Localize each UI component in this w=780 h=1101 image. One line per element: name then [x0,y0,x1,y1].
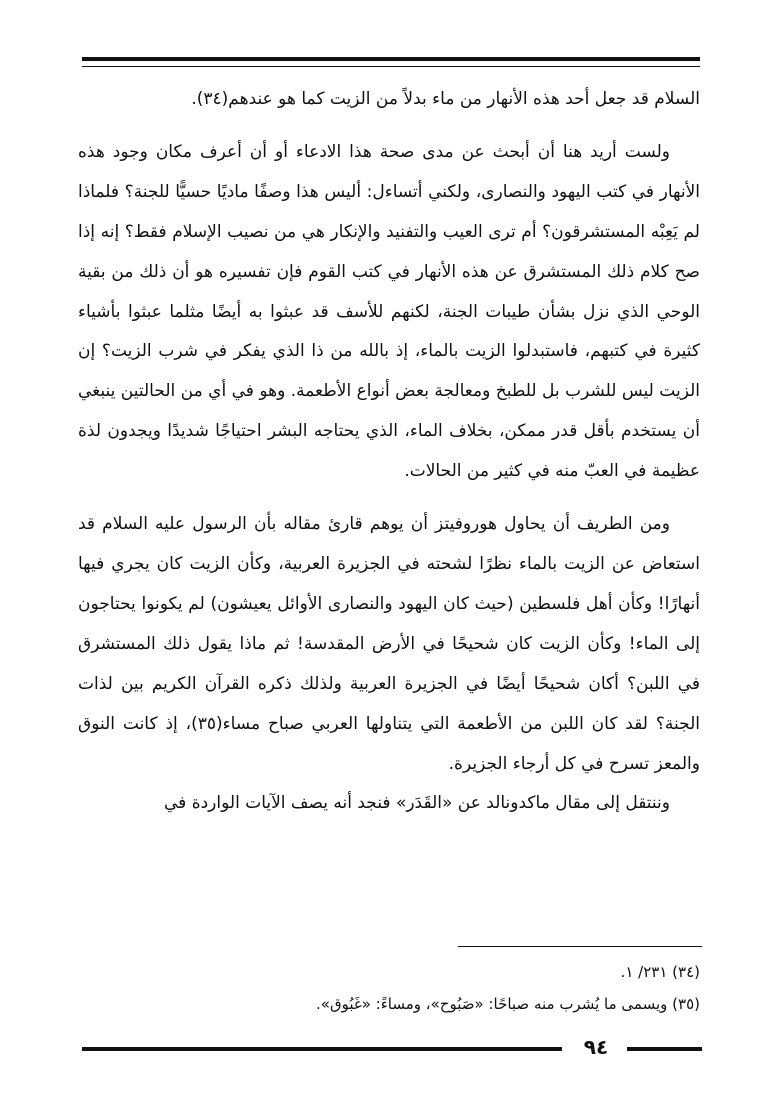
header-rule-thick [82,57,700,61]
footnotes [82,956,700,1020]
footer-rule-right [627,1047,702,1051]
footer-rule-left [82,1047,562,1051]
body-text [78,80,700,824]
footnote-35: (٣٥) ويسمى ما يُشرب منه صباحًا: «صَبُوح»، ومساءً: «غَبُوق». [316,995,700,1013]
paragraph: ولست أريد هنا أن أبحث عن مدى صحة هذا الادعاء أو أن أعرف مكان وجود هذه الأنهار في كتب اليهود والنصارى، ولكني أتساءل: أليس هذا وصفًا ماديًا حسيًّا للجنة؟ فلماذا لم يَعِبْه المستشرقون؟ أم ترى العيب والتفنيد والإنكار هي من نصيب الإسلام فقط؟ إنه إذا صح كلام ذلك المستشرق عن هذه الأنهار في كتب القوم فإن تفسيره هو أن ذلك من بقية الوحي الذي نزل بشأن طيبات الجنة، لكنهم للأسف قد عبثوا به أيضًا مثلما عبثوا بأشياء كثيرة في كتبهم، فاستبدلوا الزيت بالماء، إذ بالله من ذا الذي يفكر في شرب الزيت؟ إن الزيت ليس للشرب بل للطبخ ومعالجة بعض أنواع الأطعمة. وهو في أي من الحالتين ينبغي أن يستخدم بأقل قدر ممكن، بخلاف الماء، الذي يحتاجه البشر احتياجًا شديدًا ويجدون لذة عظيمة في العبّ منه في كثير من الحالات. [78,141,700,482]
page-number: ٩٤ [583,1035,609,1059]
paragraph: ومن الطريف أن يحاول هوروفيتز أن يوهم قارئ مقاله بأن الرسول عليه السلام قد استعاض عن الزيت بالماء نظرًا لشحته في الجزيرة العربية، وكأن الزيت كان يجري فيها أنهارًا! وكأن أهل فلسطين (حيث كان اليهود والنصارى الأوائل يعيشون) لم يكونوا يحتاجون إلى الماء! وكأن الزيت كان شحيحًا في الأرض المقدسة! ثم ماذا يقول ذلك المستشرق في اللبن؟ أكان شحيحًا أيضًا في الجزيرة العربية ولذلك ذكره القرآن الكريم بين لذات الجنة؟ لقد كان اللبن من الأطعمة التي يتناولها العربي صباح مساء(٣٥)، إذ كانت النوق والمعز تسرح في كل أرجاء الجزيرة. [78,514,701,774]
footnote-34: (٣٤) ٢٣١/ ١. [620,963,700,981]
footnote-separator [458,946,702,947]
paragraph: وننتقل إلى مقال ماكدونالد عن «القَدَر» فنجد أنه يصف الآيات الواردة في [164,793,670,814]
paragraph-continuation: السلام قد جعل أحد هذه الأنهار من ماء بدلاً من الزيت كما هو عندهم(٣٤). [191,89,700,109]
header-rule-thin [82,66,700,67]
